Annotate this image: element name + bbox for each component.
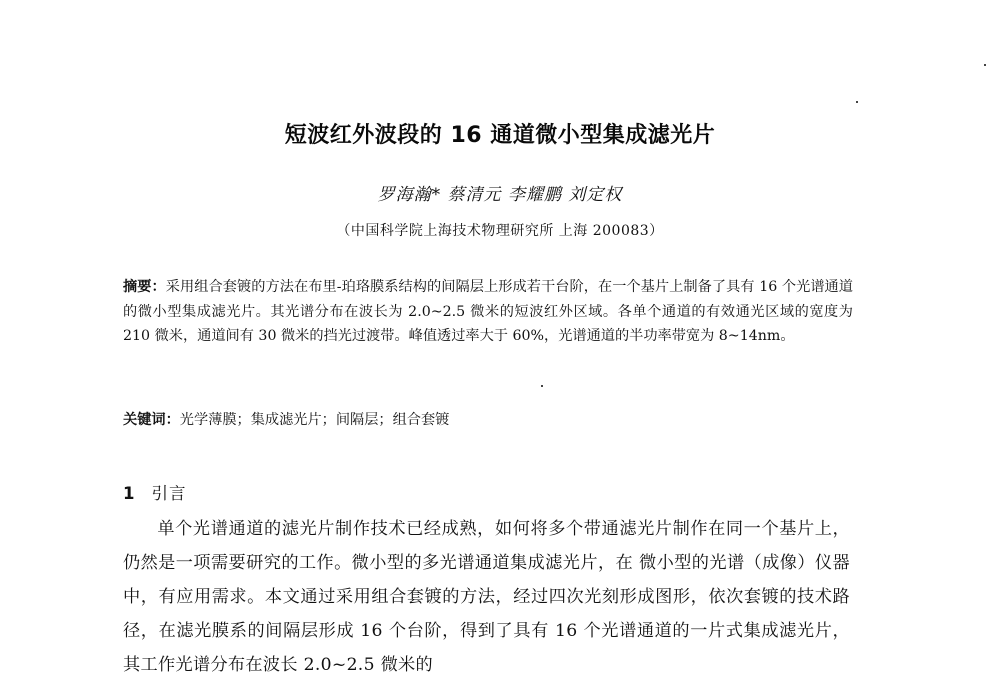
abstract-text: 采用组合套镀的方法在布里-珀珞膜系结构的间隔层上形成若干台阶，在一个基片上制备了具有 16 个光谱通道的微小型集成滤光片。其光谱分布在波长为 2.0~2.5 微米的短波红外区域。各单个通道的有效通光区域的宽度为 210 微米，通道间有 30 微米的挡光过渡带。峰值透过率大于 60%，光谱通道的半功率带宽为 8~14nm。 <box>123 279 853 344</box>
keywords <box>123 408 853 432</box>
scan-speck <box>856 101 858 103</box>
scan-speck <box>984 64 986 66</box>
scan-speck <box>541 385 543 387</box>
section-title: 引言 <box>151 484 187 503</box>
introduction-paragraph: 单个光谱通道的滤光片制作技术已经成熟，如何将多个带通滤光片制作在同一个基片上，仍然是一项需要研究的工作。微小型的多光谱通道集成滤光片，在 微小型的光谱（成像）仪器中，有应用需求。本文通过采用组合套镀的方法，经过四次光刻形成图形，依次套镀的技术路径，在滤光膜系的间隔层形成 16 个台阶，得到了具有 16 个光谱通道的一片式集成滤光片，其工作光谱分布在波长 2.0~2.5 微米的 <box>123 519 850 675</box>
affiliation: （中国科学院上海技术物理研究所 上海 200083） <box>336 223 664 239</box>
author-list: 罗海瀚* 蔡清元 李耀鹏 刘定权 <box>377 185 623 205</box>
paper-title: 短波红外波段的 16 通道微小型集成滤光片 <box>284 123 716 148</box>
abstract-label: 摘要： <box>123 279 166 295</box>
keywords-text: 光学薄膜；集成滤光片；间隔层；组合套镀 <box>179 412 450 428</box>
section-number: 1 <box>123 484 136 503</box>
keywords-label: 关键词： <box>123 412 180 428</box>
section-heading-introduction <box>123 480 186 504</box>
abstract <box>123 275 853 349</box>
